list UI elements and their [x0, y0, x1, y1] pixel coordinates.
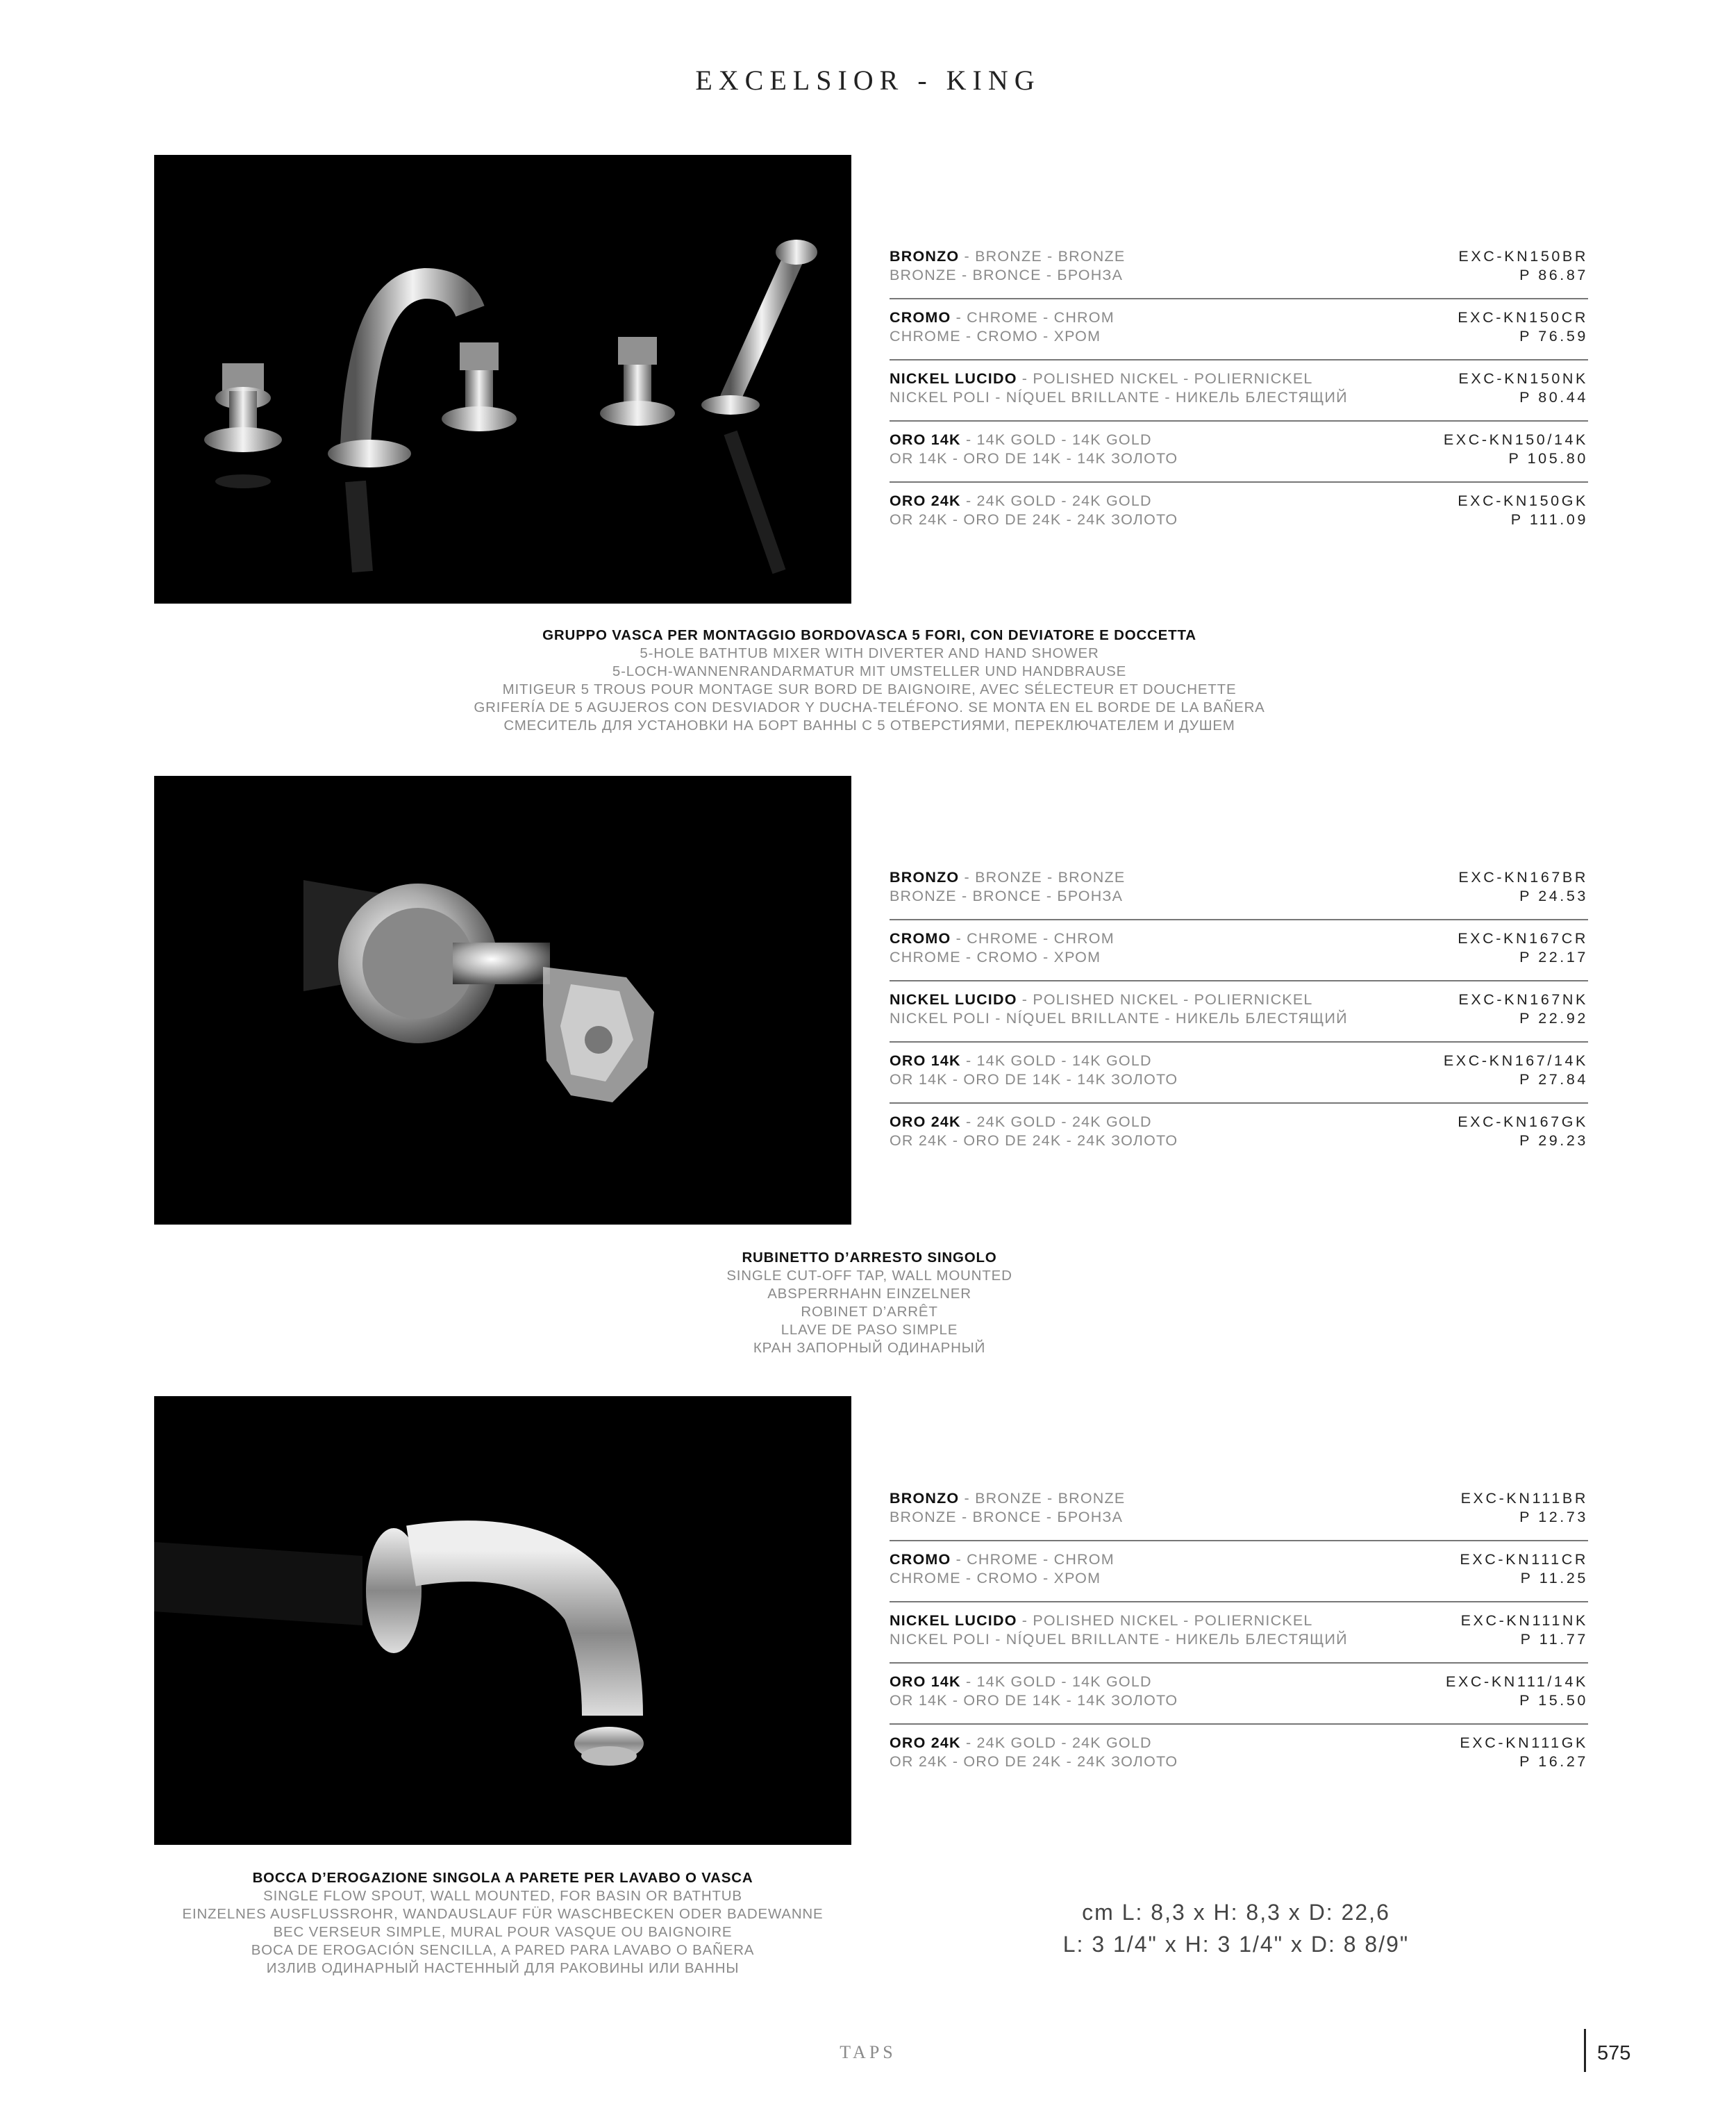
description-line: BOCA DE EROGACIÓN SENCILLA, A PARED PARA LAVABO O BAÑERA: [251, 1942, 755, 1958]
variant-name: CROMO: [890, 1551, 951, 1568]
variant-translations-2: BRONZE - BRONCE - БРОНЗА: [890, 1509, 1124, 1525]
variant-row: [890, 981, 1588, 1043]
variant-name: ORO 14K: [890, 1673, 961, 1690]
variant-name: ORO 24K: [890, 1734, 961, 1751]
variant-translations-2: NICKEL POLI - NÍQUEL BRILLANTE - НИКЕЛЬ БЛЕСТЯЩИЙ: [890, 1010, 1348, 1027]
page-title: EXCELSIOR - KING: [695, 65, 1041, 96]
product-code: EXC-KN150/14K: [1443, 431, 1588, 448]
product-price: P 86.87: [1519, 267, 1588, 283]
variant-row: [890, 920, 1588, 981]
variant-translations-2: NICKEL POLI - NÍQUEL BRILLANTE - НИКЕЛЬ БЛЕСТЯЩИЙ: [890, 1631, 1348, 1648]
product-price: P 11.25: [1520, 1570, 1588, 1586]
variant-translations-2: CHROME - CROMO - ХРОМ: [890, 328, 1101, 345]
variant-name: ORO 14K: [890, 1052, 961, 1069]
variant-row: [890, 483, 1588, 542]
variant-row: [890, 1664, 1588, 1725]
variant-name: BRONZO: [890, 1490, 960, 1507]
variant-row: [890, 1725, 1588, 1784]
variant-row: [890, 1104, 1588, 1163]
variant-name: BRONZO: [890, 869, 960, 886]
variant-name: CROMO: [890, 309, 951, 326]
product-code: EXC-KN111CR: [1460, 1551, 1588, 1568]
variant-name: ORO 14K: [890, 431, 961, 448]
variant-translations: - 24K GOLD - 24K GOLD: [960, 1113, 1152, 1130]
product-code: EXC-KN111GK: [1460, 1734, 1588, 1751]
single-cut-off-tap-photo: [154, 776, 851, 1225]
description-title: GRUPPO VASCA PER MONTAGGIO BORDOVASCA 5 FORI, CON DEVIATORE E DOCCETTA: [542, 627, 1196, 643]
description-line: BEC VERSEUR SIMPLE, MURAL POUR VASQUE OU BAIGNOIRE: [273, 1924, 733, 1940]
wall-spout-photo: [154, 1396, 851, 1845]
product-price: P 27.84: [1519, 1071, 1588, 1088]
variant-translations: - POLISHED NICKEL - POLIERNICKEL: [1017, 991, 1313, 1008]
variant-row: [890, 859, 1588, 920]
description-line: 5-HOLE BATHTUB MIXER WITH DIVERTER AND HAND SHOWER: [640, 645, 1099, 661]
variant-translations: - CHROME - CHROM: [951, 309, 1115, 326]
product-code: EXC-KN111/14K: [1446, 1673, 1588, 1690]
cut-off-tap-icon: [154, 776, 851, 1225]
product-code: EXC-KN150CR: [1458, 309, 1588, 326]
product-code: EXC-KN167CR: [1458, 930, 1588, 947]
product-price: P 11.77: [1520, 1631, 1588, 1648]
description-line: СМЕСИТЕЛЬ ДЛЯ УСТАНОВКИ НА БОРТ ВАННЫ С 5 ОТВЕРСТИЯМИ, ПЕРЕКЛЮЧАТЕЛЕМ И ДУШЕМ: [503, 718, 1235, 733]
variant-translations-2: OR 14K - ORO DE 14K - 14K ЗОЛОТО: [890, 1071, 1178, 1088]
product-code: EXC-KN111NK: [1460, 1612, 1588, 1629]
product-code: EXC-KN150NK: [1458, 370, 1588, 387]
description-line: ABSPERRHAHN EINZELNER: [767, 1286, 971, 1302]
variant-row: [890, 1602, 1588, 1664]
product-price: P 16.27: [1519, 1753, 1588, 1770]
description-line: EINZELNES AUSFLUSSROHR, WANDAUSLAUF FÜR WASCHBECKEN ODER BADEWANNE: [182, 1906, 824, 1922]
dimensions-metric: cm L: 8,3 x H: 8,3 x D: 22,6: [1082, 1900, 1390, 1925]
product-code: EXC-KN150GK: [1458, 492, 1588, 509]
variant-translations: - POLISHED NICKEL - POLIERNICKEL: [1017, 1612, 1313, 1629]
variant-row: [890, 299, 1588, 360]
product-price: P 111.09: [1510, 511, 1588, 528]
variant-translations: - 14K GOLD - 14K GOLD: [960, 431, 1152, 448]
description-line: LLAVE DE PASO SIMPLE: [781, 1322, 958, 1338]
variant-translations: - 14K GOLD - 14K GOLD: [960, 1673, 1152, 1690]
product-description: [154, 627, 1585, 735]
product-price: P 22.92: [1519, 1010, 1588, 1027]
variant-translations-2: OR 24K - ORO DE 24K - 24K ЗОЛОТО: [890, 1753, 1178, 1770]
product-code: EXC-KN167BR: [1458, 869, 1588, 886]
variant-translations: - 24K GOLD - 24K GOLD: [960, 1734, 1152, 1751]
description-title: RUBINETTO D’ARRESTO SINGOLO: [742, 1250, 997, 1266]
variant-list-kn111: [890, 1480, 1588, 1784]
variant-translations: - BRONZE - BRONZE: [959, 869, 1126, 886]
description-title: BOCCA D’EROGAZIONE SINGOLA A PARETE PER LAVABO O VASCA: [252, 1870, 753, 1886]
variant-translations-2: NICKEL POLI - NÍQUEL BRILLANTE - НИКЕЛЬ БЛЕСТЯЩИЙ: [890, 389, 1348, 406]
description-line: КРАН ЗАПОРНЫЙ ОДИНАРНЫЙ: [753, 1340, 986, 1356]
product-code: EXC-KN150BR: [1458, 248, 1588, 265]
product-price: P 80.44: [1519, 389, 1588, 406]
section-label: TAPS: [840, 2042, 896, 2062]
bathtub-mixer-photo: [154, 155, 851, 604]
variant-name: ORO 24K: [890, 492, 961, 509]
product-code: EXC-KN167GK: [1458, 1113, 1588, 1130]
product-code: EXC-KN167NK: [1458, 991, 1588, 1008]
variant-list-kn150: [890, 238, 1588, 542]
variant-translations: - CHROME - CHROM: [951, 1551, 1115, 1568]
product-price: P 29.23: [1519, 1132, 1588, 1149]
variant-name: NICKEL LUCIDO: [890, 370, 1017, 387]
variant-row: [890, 238, 1588, 299]
variant-name: ORO 24K: [890, 1113, 961, 1130]
variant-row: [890, 422, 1588, 483]
variant-row: [890, 360, 1588, 422]
description-line: MITIGEUR 5 TROUS POUR MONTAGE SUR BORD DE BAIGNOIRE, AVEC SÉLECTEUR ET DOUCHETTE: [502, 681, 1237, 697]
variant-translations: - 24K GOLD - 24K GOLD: [960, 492, 1152, 509]
variant-row: [890, 1480, 1588, 1541]
product-description: [154, 1869, 851, 1978]
variant-name: BRONZO: [890, 248, 960, 265]
description-line: SINGLE CUT-OFF TAP, WALL MOUNTED: [726, 1268, 1012, 1284]
variant-name: NICKEL LUCIDO: [890, 1612, 1017, 1629]
product-price: P 22.17: [1519, 949, 1588, 965]
description-line: ИЗЛИВ ОДИНАРНЫЙ НАСТЕННЫЙ ДЛЯ РАКОВИНЫ ИЛИ ВАННЫ: [266, 1960, 740, 1976]
product-description: [154, 1249, 1585, 1357]
dimensions-imperial: L: 3 1/4" x H: 3 1/4" x D: 8 8/9": [1062, 1932, 1410, 1957]
variant-name: CROMO: [890, 930, 951, 947]
bathtub-mixer-5-hole-icon: [154, 155, 851, 604]
description-line: 5-LOCH-WANNENRANDARMATUR MIT UMSTELLER UND HANDBRAUSE: [612, 663, 1127, 679]
variant-translations-2: OR 24K - ORO DE 24K - 24K ЗОЛОТО: [890, 511, 1178, 528]
page-number: 575: [1597, 2042, 1631, 2064]
variant-translations: - POLISHED NICKEL - POLIERNICKEL: [1017, 370, 1313, 387]
variant-translations-2: CHROME - CROMO - ХРОМ: [890, 949, 1101, 965]
variant-translations-2: OR 14K - ORO DE 14K - 14K ЗОЛОТО: [890, 1692, 1178, 1709]
product-code: EXC-KN111BR: [1460, 1490, 1588, 1507]
variant-translations: - 14K GOLD - 14K GOLD: [960, 1052, 1152, 1069]
variant-translations-2: CHROME - CROMO - ХРОМ: [890, 1570, 1101, 1586]
variant-translations-2: BRONZE - BRONCE - БРОНЗА: [890, 888, 1124, 904]
variant-row: [890, 1541, 1588, 1602]
description-line: ROBINET D’ARRÊT: [801, 1304, 938, 1320]
product-price: P 12.73: [1519, 1509, 1588, 1525]
variant-translations-2: OR 14K - ORO DE 14K - 14K ЗОЛОТО: [890, 450, 1178, 467]
variant-translations: - BRONZE - BRONZE: [959, 248, 1126, 265]
dimensions: [1028, 1896, 1444, 1960]
product-code: EXC-KN167/14K: [1443, 1052, 1588, 1069]
variant-row: [890, 1043, 1588, 1104]
wall-spout-icon: [154, 1396, 851, 1845]
product-price: P 24.53: [1519, 888, 1588, 904]
variant-translations-2: BRONZE - BRONCE - БРОНЗА: [890, 267, 1124, 283]
variant-translations: - BRONZE - BRONZE: [959, 1490, 1126, 1507]
variant-list-kn167: [890, 859, 1588, 1163]
product-price: P 15.50: [1519, 1692, 1588, 1709]
footer-divider: [1584, 2029, 1586, 2072]
variant-translations: - CHROME - CHROM: [951, 930, 1115, 947]
description-line: SINGLE FLOW SPOUT, WALL MOUNTED, FOR BASIN OR BATHTUB: [263, 1888, 742, 1904]
variant-translations-2: OR 24K - ORO DE 24K - 24K ЗОЛОТО: [890, 1132, 1178, 1149]
product-price: P 76.59: [1519, 328, 1588, 345]
description-line: GRIFERÍA DE 5 AGUJEROS CON DESVIADOR Y DUCHA-TELÉFONO. SE MONTA EN EL BORDE DE LA BAÑERA: [474, 699, 1265, 715]
variant-name: NICKEL LUCIDO: [890, 991, 1017, 1008]
product-price: P 105.80: [1508, 450, 1588, 467]
